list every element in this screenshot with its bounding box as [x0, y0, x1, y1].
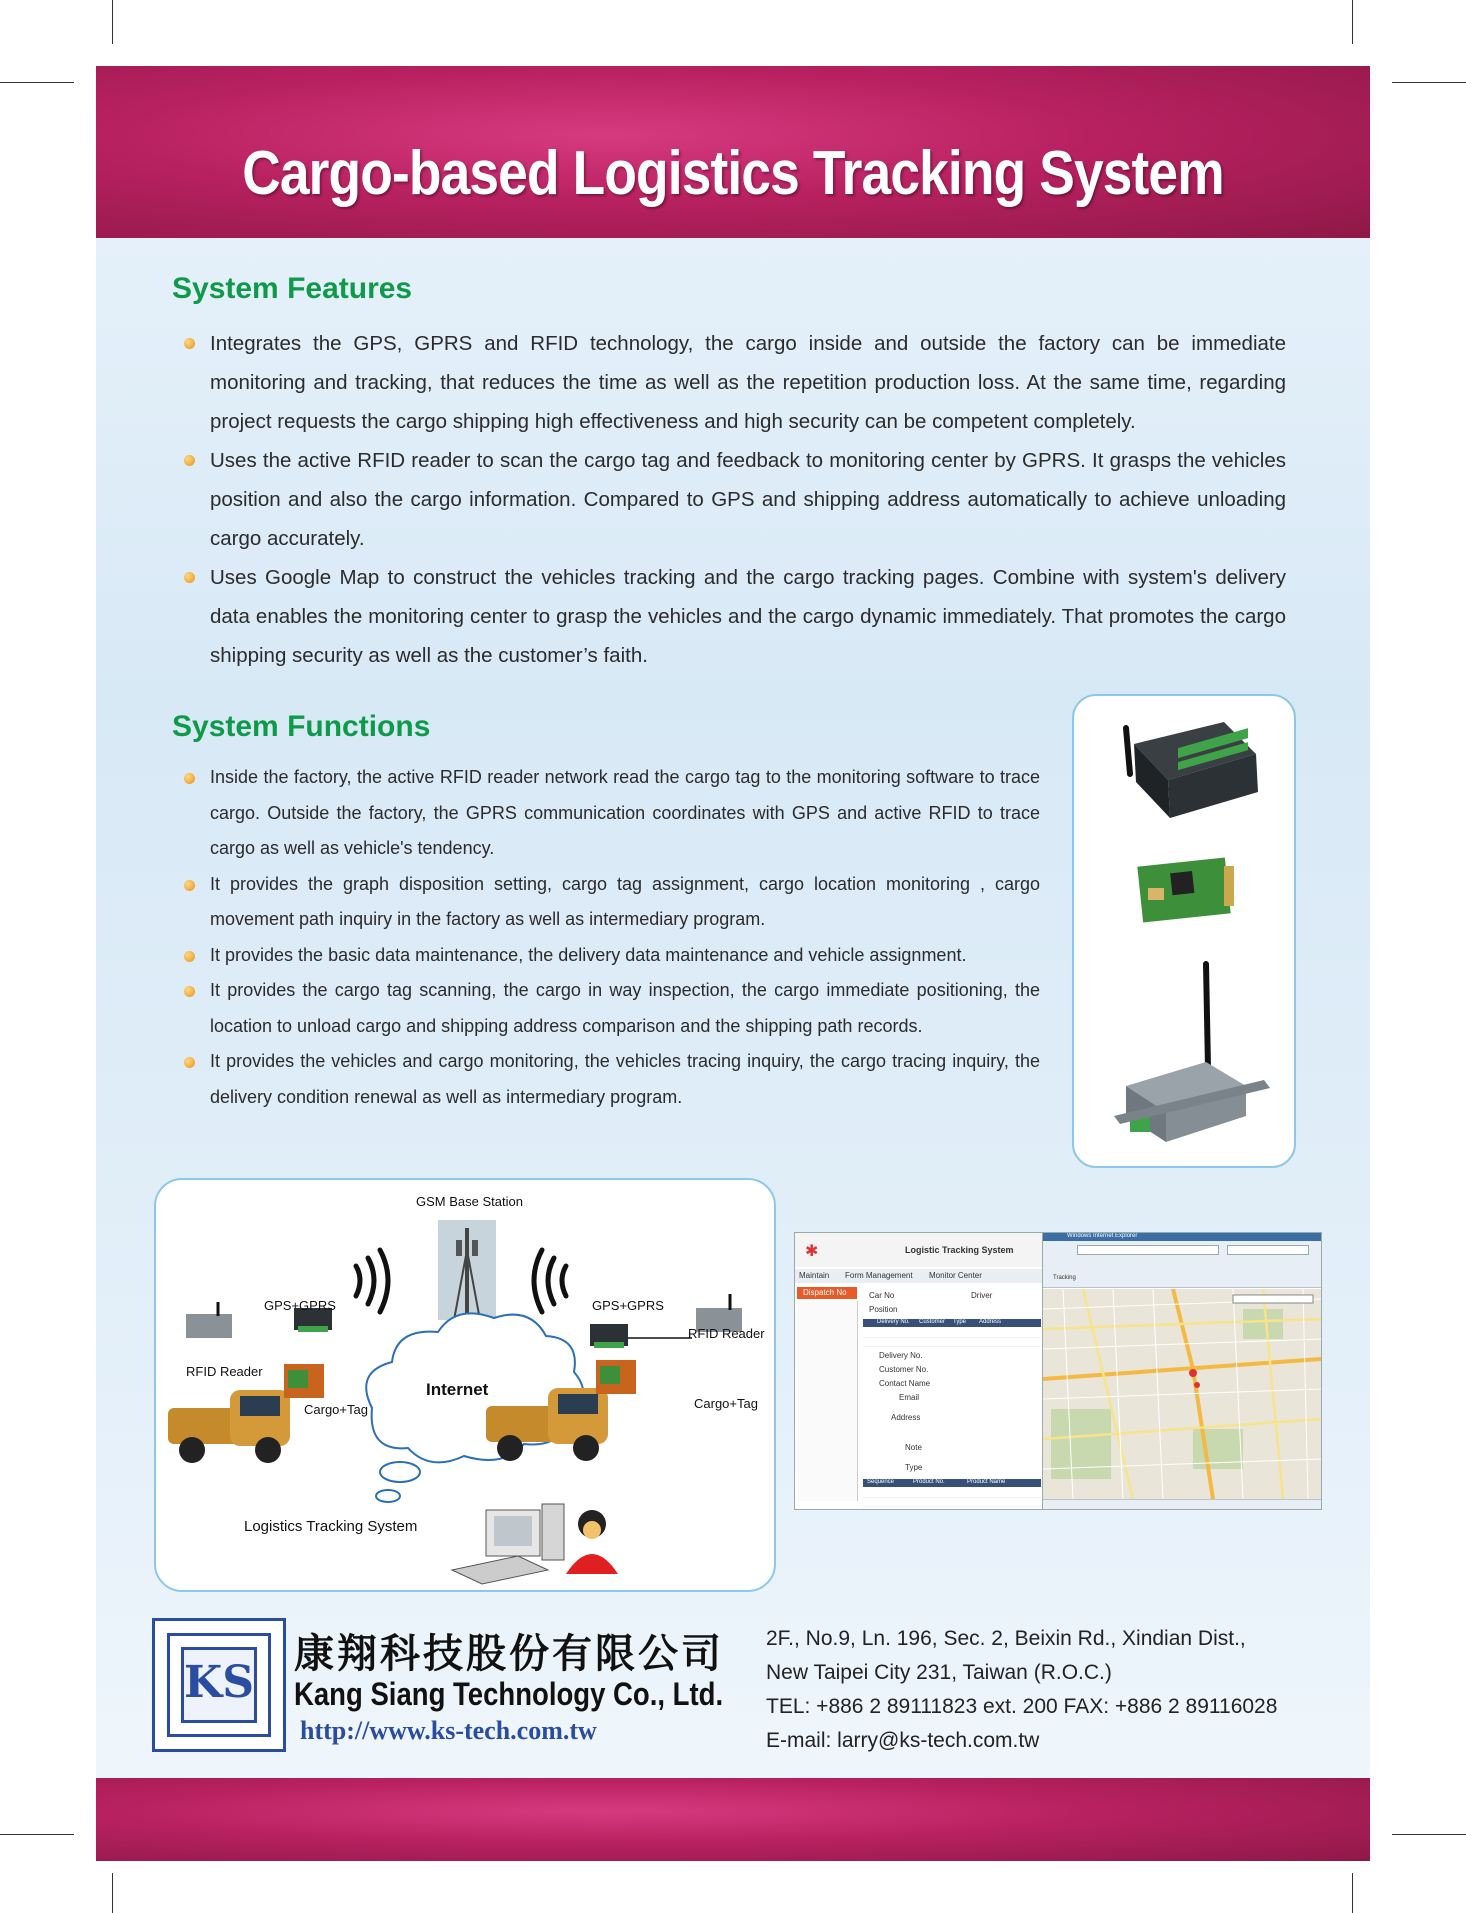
list-item: Integrates the GPS, GPRS and RFID technology, the cargo inside and outside the factory can be immediate monitoring and tracking, that reduces the time as well as the repetition production loss. At the same time, regarding project requests the cargo shipping high effectiveness and high security can be competent completely.	[172, 324, 1286, 441]
company-name-cn: 康翔科技股份有限公司	[294, 1631, 724, 1677]
list-item: Inside the factory, the active RFID reader network read the cargo tag to the monitoring software to trace cargo. Outside the factory, the GPRS communication coordinates with GPS and active RFID to trace cargo as well as vehicle's tendency.	[172, 760, 1040, 867]
label-internet: Internet	[426, 1380, 489, 1399]
list-item: It provides the graph disposition setting, cargo tag assignment, cargo location monitoring , cargo movement path inquiry in the factory as well as intermediary program.	[172, 867, 1040, 938]
field-customer-no: Customer No.	[879, 1365, 929, 1374]
computer-icon	[452, 1504, 564, 1584]
browser-toolbar	[1043, 1241, 1321, 1288]
product-table-rows	[863, 1489, 1041, 1507]
browser-tab[interactable]: Tracking	[1053, 1275, 1076, 1281]
label-cargo-tag-left: Cargo+Tag	[304, 1402, 368, 1417]
features-list	[172, 324, 1286, 675]
field-car-no: Car No	[869, 1291, 895, 1300]
list-item: Uses Google Map to construct the vehicles tracking and the cargo tracking pages. Combine with system's delivery data enables the monitoring center to grasp the vehicles and the cargo dynamic immediately. That promotes the cargo shipping security as well as the customer’s faith.	[172, 558, 1286, 675]
truck-left-icon	[168, 1390, 290, 1463]
field-driver: Driver	[971, 1291, 993, 1300]
gps-gprs-device-image	[1126, 722, 1258, 818]
device-photos-panel	[1072, 694, 1296, 1168]
functions-heading: System Functions	[172, 710, 431, 743]
field-note: Note	[905, 1443, 922, 1452]
bullet-icon	[184, 455, 195, 466]
crop-mark	[0, 1834, 74, 1835]
page-title: Cargo-based Logistics Tracking System	[242, 139, 1224, 208]
browser-search-input[interactable]	[1227, 1245, 1309, 1255]
delivery-table-header: Delivery No. Customer Type Address	[863, 1319, 1041, 1327]
field-address: Address	[891, 1413, 921, 1422]
list-item: Uses the active RFID reader to scan the cargo tag and feedback to monitoring center by GPRS. It grasps the vehicles position and also the cargo information. Compared to GPS and shipping address automatically to achieve unloading cargo accurately.	[172, 441, 1286, 558]
app-header	[795, 1233, 1043, 1267]
app-menu	[795, 1269, 1043, 1283]
list-item: It provides the basic data maintenance, the delivery data maintenance and vehicle assignment.	[172, 938, 1040, 974]
crop-mark	[1392, 1834, 1466, 1835]
crop-mark	[0, 82, 74, 83]
bullet-icon	[184, 986, 195, 997]
label-gps-gprs-left: GPS+GPRS	[264, 1298, 336, 1313]
address-bar[interactable]	[1077, 1245, 1219, 1255]
reader-device-icon	[186, 1302, 232, 1338]
cargo-box-icon	[284, 1364, 324, 1398]
field-position: Position	[869, 1305, 898, 1314]
user-icon	[566, 1510, 618, 1574]
browser-statusbar	[1043, 1499, 1321, 1510]
company-name-en: Kang Siang Technology Co., Ltd.	[294, 1676, 724, 1712]
app-screenshot	[794, 1232, 1044, 1510]
field-email: Email	[899, 1393, 920, 1402]
label-gsm-base-station: GSM Base Station	[416, 1194, 523, 1209]
rfid-module-image	[1137, 858, 1234, 923]
dispatch-list	[797, 1301, 858, 1501]
rfid-reader-device-image	[1114, 964, 1270, 1142]
product-table-header: Sequence Product No. Product Name	[863, 1479, 1041, 1487]
label-cargo-tag-right: Cargo+Tag	[694, 1396, 758, 1411]
system-diagram	[154, 1178, 776, 1592]
field-delivery-no: Delivery No.	[879, 1351, 923, 1360]
address-line-2: New Taipei City 231, Taiwan (R.O.C.)	[766, 1661, 1112, 1684]
email[interactable]: E-mail: larry@ks-tech.com.tw	[766, 1729, 1040, 1752]
menu-item-monitor-center[interactable]: Monitor Center	[929, 1271, 982, 1280]
logo-text: KS	[183, 1657, 255, 1708]
gsm-tower-icon	[438, 1220, 496, 1320]
gps-device-icon	[590, 1324, 628, 1348]
crop-mark	[112, 0, 113, 44]
field-type: Type	[905, 1463, 923, 1472]
company-contact	[766, 1622, 1277, 1758]
features-heading: System Features	[172, 272, 413, 305]
bullet-icon	[184, 1057, 195, 1068]
label-gps-gprs-right: GPS+GPRS	[592, 1298, 664, 1313]
app-title: Logistic Tracking System	[905, 1245, 1014, 1255]
bullet-icon	[184, 572, 195, 583]
field-contact-name: Contact Name	[879, 1379, 931, 1388]
app-logo-icon: ✱	[805, 1243, 819, 1260]
tab-dispatch-no[interactable]: Dispatch No	[797, 1287, 857, 1299]
delivery-table-rows	[863, 1329, 1041, 1347]
company-logo	[152, 1618, 286, 1752]
label-rfid-reader-right: RFID Reader	[688, 1326, 765, 1341]
map-screenshot	[1042, 1232, 1322, 1510]
bullet-icon	[184, 338, 195, 349]
cargo-box-icon	[596, 1360, 636, 1394]
menu-item-form-management[interactable]: Form Management	[845, 1271, 913, 1280]
crop-mark	[1352, 1873, 1353, 1913]
crop-mark	[1352, 0, 1353, 44]
label-logistics-tracking-system: Logistics Tracking System	[244, 1518, 418, 1535]
functions-list	[172, 760, 1040, 1115]
bullet-icon	[184, 951, 195, 962]
device-images	[1074, 696, 1294, 1166]
browser-titlebar: Windows Internet Explorer	[1043, 1233, 1321, 1241]
bullet-icon	[184, 773, 195, 784]
brochure-page	[96, 66, 1370, 1861]
company-url[interactable]: http://www.ks-tech.com.tw	[300, 1716, 597, 1745]
footer-band	[96, 1778, 1370, 1861]
address-line-1: 2F., No.9, Ln. 196, Sec. 2, Beixin Rd., Xindian Dist.,	[766, 1627, 1246, 1650]
google-map[interactable]	[1043, 1289, 1321, 1499]
list-item: It provides the vehicles and cargo monitoring, the vehicles tracing inquiry, the cargo tracing inquiry, the delivery condition renewal as well as intermediary program.	[172, 1044, 1040, 1115]
phone-fax: TEL: +886 2 89111823 ext. 200 FAX: +886 2 89116028	[766, 1695, 1278, 1718]
menu-item-maintain[interactable]: Maintain	[799, 1271, 830, 1280]
bullet-icon	[184, 880, 195, 891]
label-rfid-reader-left: RFID Reader	[186, 1364, 263, 1379]
list-item: It provides the cargo tag scanning, the cargo in way inspection, the cargo immediate positioning, the location to unload cargo and shipping address comparison and the shipping path records.	[172, 973, 1040, 1044]
crop-mark	[112, 1873, 113, 1913]
crop-mark	[1392, 82, 1466, 83]
